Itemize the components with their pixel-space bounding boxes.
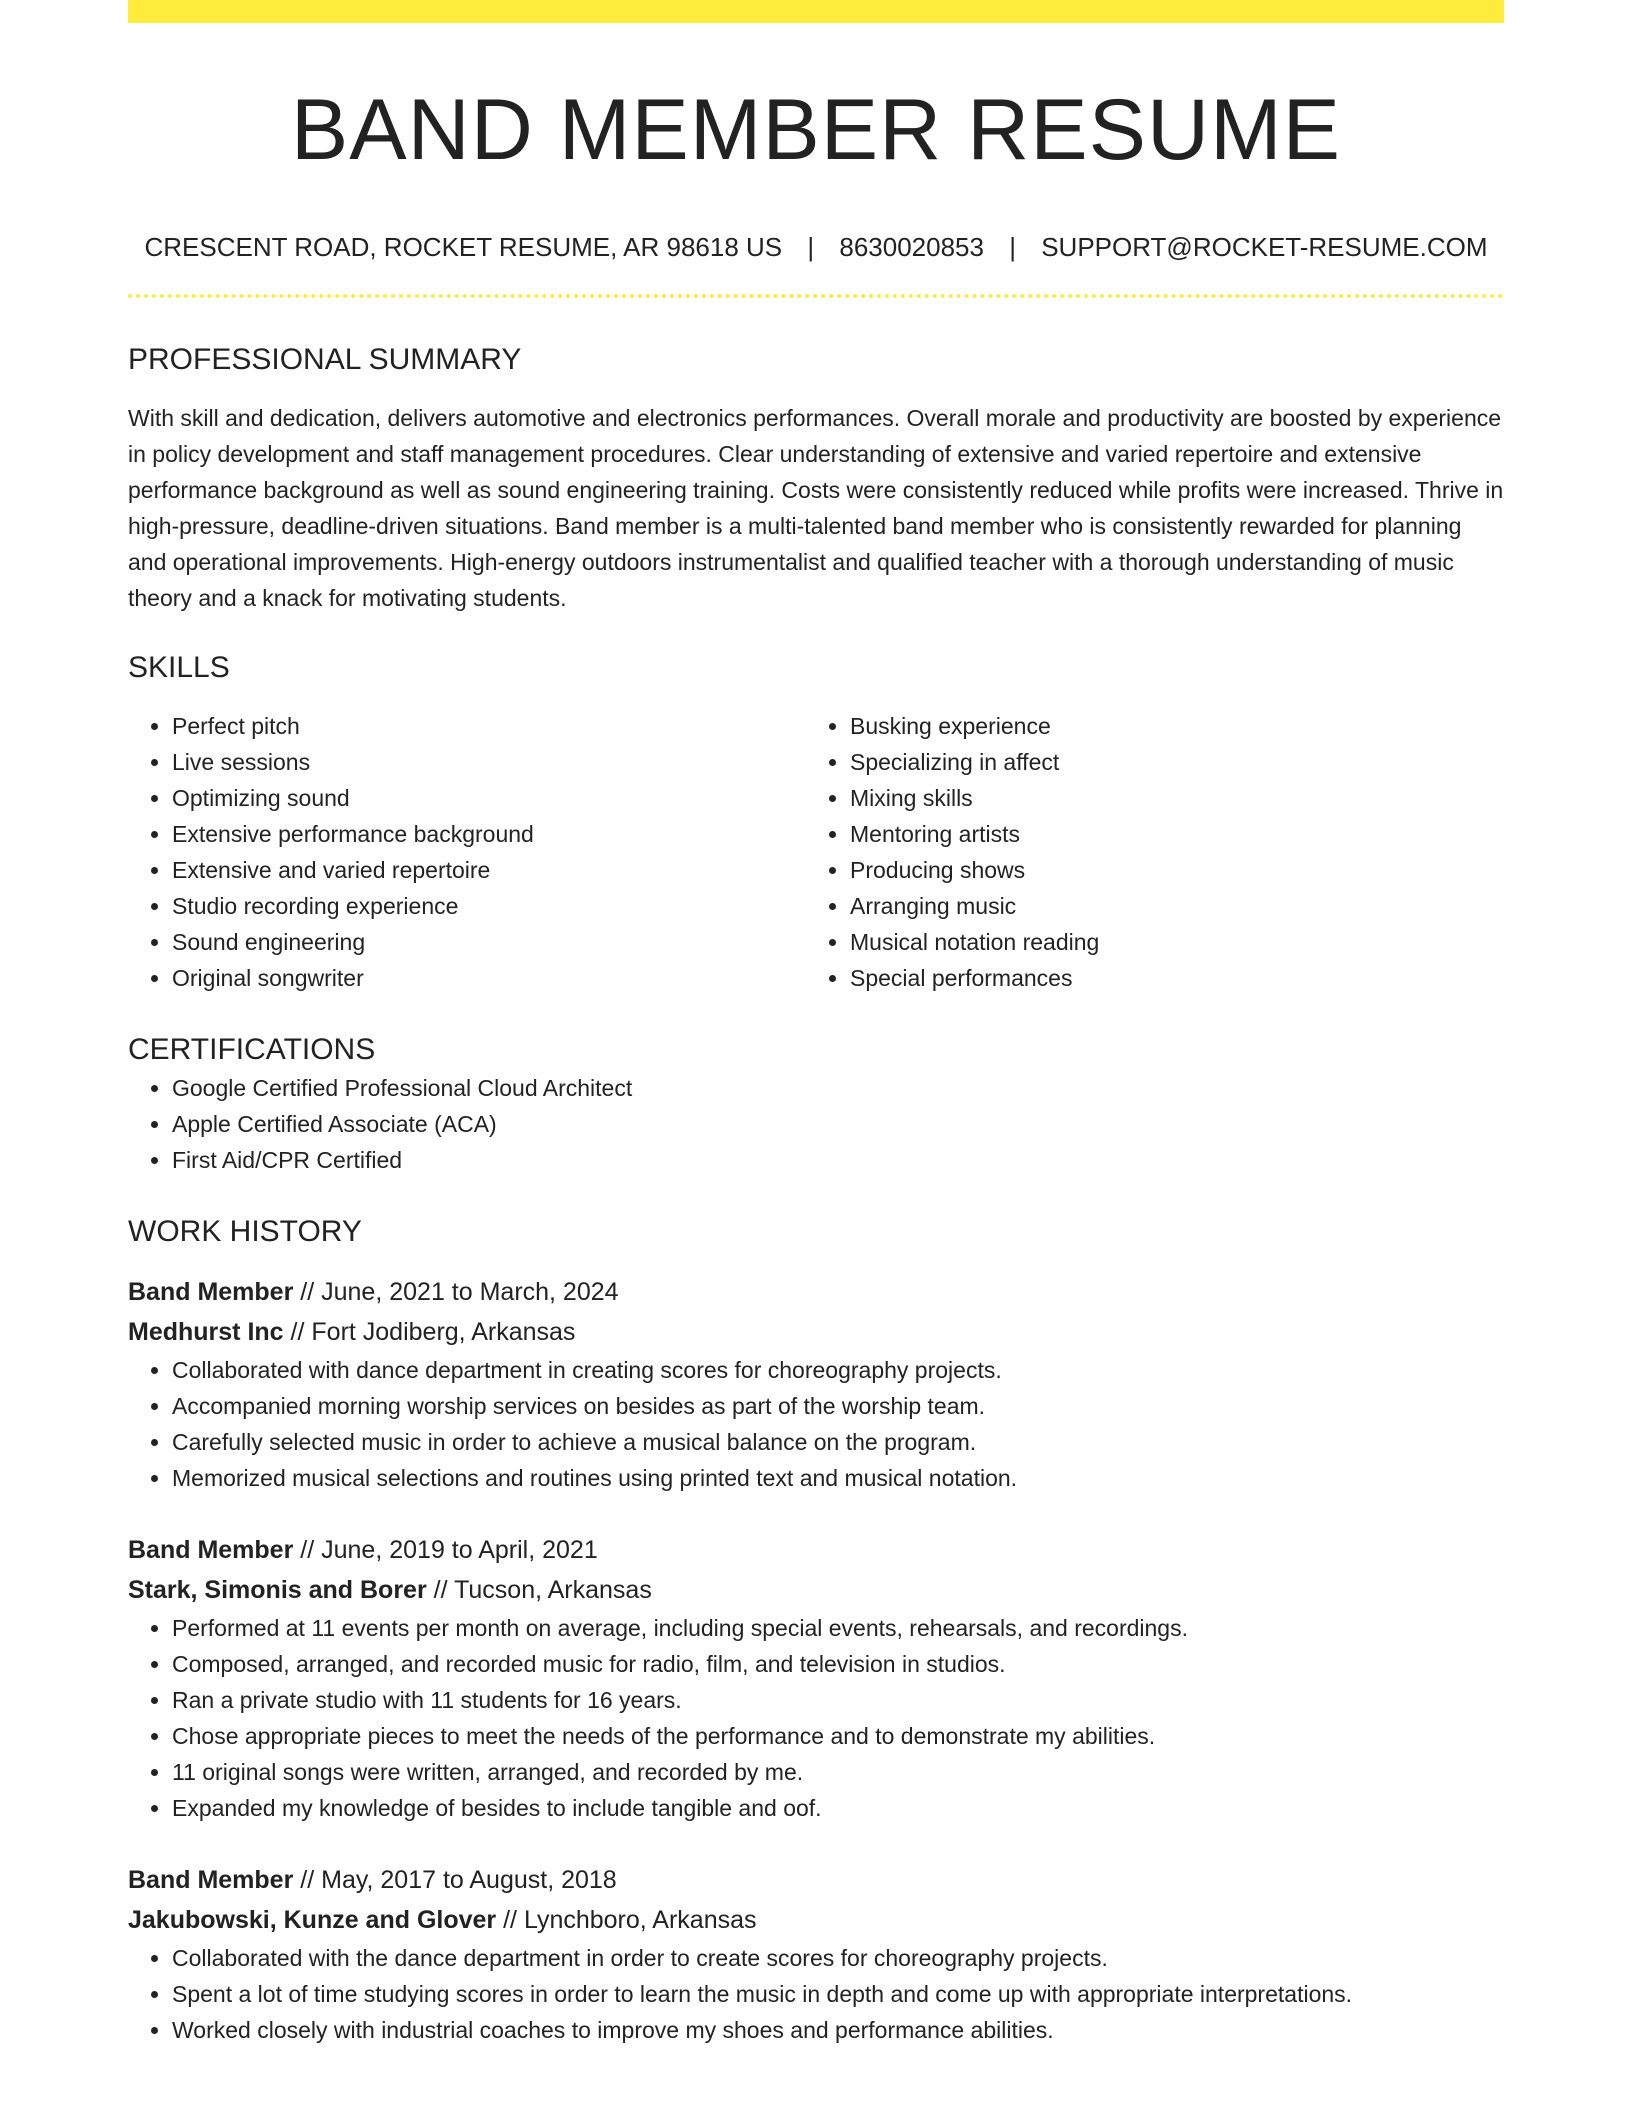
certifications-heading: CERTIFICATIONS — [128, 1033, 376, 1066]
job-entry — [128, 1272, 1504, 1496]
contact-separator: | — [1009, 232, 1016, 262]
job-company: Jakubowski, Kunze and Glover — [128, 1906, 497, 1934]
skill-item: • Extensive and varied repertoire — [172, 852, 806, 888]
skill-item: • Original songwriter — [172, 960, 806, 996]
job-dates: June, 2021 to March, 2024 — [321, 1278, 619, 1306]
skills-list-left — [128, 708, 806, 996]
job-title: Band Member — [128, 1536, 294, 1564]
skills-list-right — [806, 708, 1484, 996]
summary-heading: PROFESSIONAL SUMMARY — [128, 343, 522, 376]
contact-line — [128, 230, 1504, 264]
job-title-line — [128, 1530, 1504, 1570]
job-bullet: • Memorized musical selections and routines using printed text and musical notation. — [172, 1460, 1504, 1496]
job-bullet: • 11 original songs were written, arranged, and recorded by me. — [172, 1754, 1504, 1790]
job-separator: // — [300, 1866, 315, 1894]
certification-item: • First Aid/CPR Certified — [172, 1142, 1504, 1178]
skill-item: • Arranging music — [850, 888, 1484, 924]
job-title-line — [128, 1860, 1504, 1900]
skills-grid — [128, 708, 1504, 996]
work-history-heading: WORK HISTORY — [128, 1215, 362, 1248]
job-bullet: • Performed at 11 events per month on average, including special events, rehearsals, and recordings. — [172, 1610, 1504, 1646]
job-title: Band Member — [128, 1866, 294, 1894]
job-separator: // — [300, 1536, 315, 1564]
skill-item: • Specializing in affect — [850, 744, 1484, 780]
resume-page — [128, 0, 1504, 2048]
job-separator: // — [503, 1906, 518, 1934]
skill-item: • Producing shows — [850, 852, 1484, 888]
job-dates: June, 2019 to April, 2021 — [321, 1536, 598, 1564]
certification-item: • Google Certified Professional Cloud Architect — [172, 1070, 1504, 1106]
skills-heading: SKILLS — [128, 651, 230, 684]
job-bullet: • Spent a lot of time studying scores in order to learn the music in depth and come up with appropriate interpretations. — [172, 1976, 1504, 2012]
job-bullet: • Composed, arranged, and recorded music for radio, film, and television in studios. — [172, 1646, 1504, 1682]
summary-text: With skill and dedication, delivers automotive and electronics performances. Overall morale and productivity are boosted by experience in policy development and staff management procedures. Clear understanding of extensive and varied repertoire and extensive performance background as well as sound engineering training. Costs were consistently reduced while profits were increased. Thrive in high-pressure, deadline-driven situations. Band member is a multi-talented band member who is consistently rewarded for planning and operational improvements. High-energy outdoors instrumentalist and qualified teacher with a thorough understanding of music theory and a knack for motivating students. — [128, 405, 1504, 611]
job-bullet: • Chose appropriate pieces to meet the needs of the performance and to demonstrate my abilities. — [172, 1718, 1504, 1754]
contact-email: SUPPORT@ROCKET-RESUME.COM — [1041, 232, 1488, 262]
job-bullets — [128, 1352, 1504, 1496]
job-bullets — [128, 1610, 1504, 1826]
job-location: Tucson, Arkansas — [454, 1576, 652, 1604]
job-separator: // — [290, 1318, 305, 1346]
job-company-line — [128, 1900, 1504, 1940]
skill-item: • Perfect pitch — [172, 708, 806, 744]
job-company: Stark, Simonis and Borer — [128, 1576, 427, 1604]
skills-column-left — [128, 708, 806, 996]
contact-address: CRESCENT ROAD, ROCKET RESUME, AR 98618 US — [144, 232, 783, 262]
job-title-line — [128, 1272, 1504, 1312]
job-bullet: • Collaborated with the dance department in order to create scores for choreography projects. — [172, 1940, 1504, 1976]
skill-item: • Busking experience — [850, 708, 1484, 744]
job-bullet: • Carefully selected music in order to achieve a musical balance on the program. — [172, 1424, 1504, 1460]
job-company-line — [128, 1312, 1504, 1352]
skill-item: • Extensive performance background — [172, 816, 806, 852]
job-company-line — [128, 1570, 1504, 1610]
skill-item: • Mentoring artists — [850, 816, 1484, 852]
job-separator: // — [300, 1278, 315, 1306]
job-bullet: • Accompanied morning worship services on besides as part of the worship team. — [172, 1388, 1504, 1424]
resume-title: BAND MEMBER RESUME — [290, 82, 1342, 178]
job-entry — [128, 1860, 1504, 2048]
contact-separator: | — [807, 232, 815, 262]
skill-item: • Special performances — [850, 960, 1484, 996]
job-bullet: • Collaborated with dance department in creating scores for choreography projects. — [172, 1352, 1504, 1388]
skill-item: • Mixing skills — [850, 780, 1484, 816]
job-bullet: • Ran a private studio with 11 students for 16 years. — [172, 1682, 1504, 1718]
skill-item: • Musical notation reading — [850, 924, 1484, 960]
contact-phone: 8630020853 — [839, 232, 984, 262]
job-bullets — [128, 1940, 1504, 2048]
job-company: Medhurst Inc — [128, 1318, 284, 1346]
job-title: Band Member — [128, 1278, 294, 1306]
skill-item: • Live sessions — [172, 744, 806, 780]
certification-item: • Apple Certified Associate (ACA) — [172, 1106, 1504, 1142]
skills-column-right — [806, 708, 1484, 996]
skill-item: • Optimizing sound — [172, 780, 806, 816]
job-bullet: • Worked closely with industrial coaches to improve my shoes and performance abilities. — [172, 2012, 1504, 2048]
header-divider — [128, 294, 1504, 298]
job-location: Lynchboro, Arkansas — [523, 1906, 757, 1934]
job-dates: May, 2017 to August, 2018 — [321, 1866, 617, 1894]
job-entry — [128, 1530, 1504, 1826]
skill-item: • Studio recording experience — [172, 888, 806, 924]
job-bullet: • Expanded my knowledge of besides to include tangible and oof. — [172, 1790, 1504, 1826]
certifications-list — [128, 1070, 1504, 1178]
job-location: Fort Jodiberg, Arkansas — [311, 1318, 576, 1346]
job-separator: // — [433, 1576, 448, 1604]
skill-item: • Sound engineering — [172, 924, 806, 960]
